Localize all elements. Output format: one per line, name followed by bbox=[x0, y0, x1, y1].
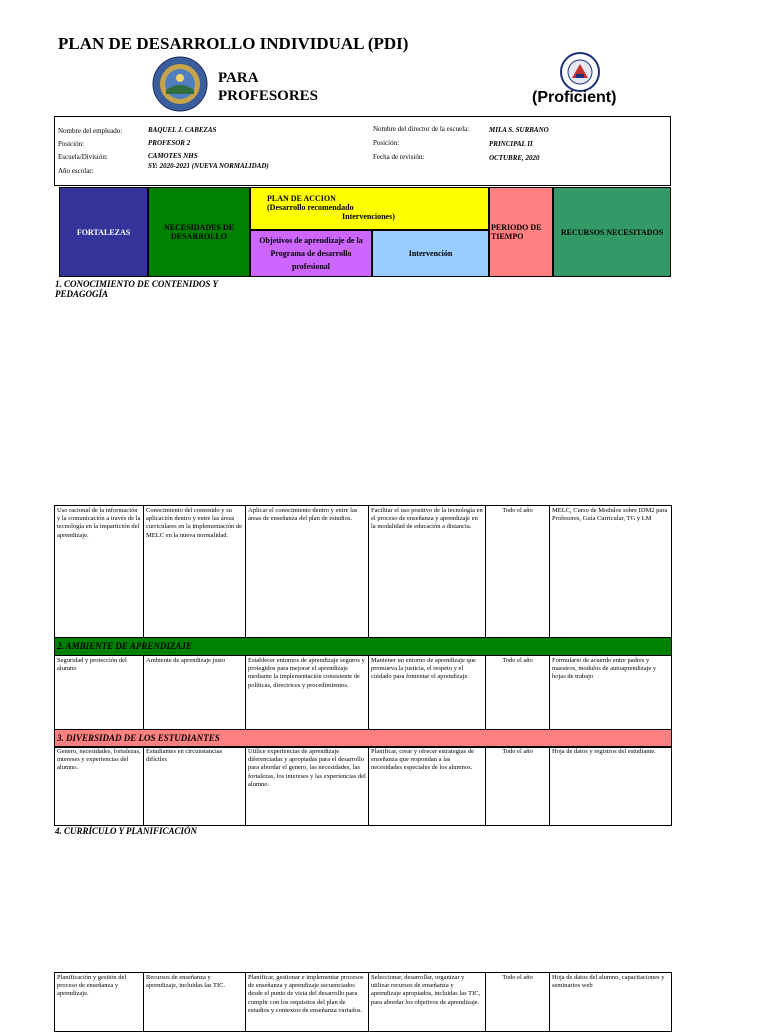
deped-logo bbox=[552, 52, 616, 92]
header-objetivos bbox=[250, 230, 372, 277]
school-value: CAMOTES NHS bbox=[148, 152, 198, 160]
r1-recursos: MELC, Curso de Modulos sobre IDM2 para Profesores, Guía Curricular, TG y LM bbox=[549, 505, 672, 638]
r3-necesidad: Estudiantes en circunstancias difíciles bbox=[143, 746, 246, 826]
deped-seal-icon bbox=[552, 52, 616, 92]
r2-intervencion: Mantener un entorno de aprendizaje que promueva la justicia, el respeto y el cuidado para fomentar el aprendizaje. bbox=[368, 655, 486, 733]
review-date-value: OCTUBRE, 2020 bbox=[489, 154, 540, 162]
r3-fortaleza: Genero, necesidades, fortalezas, intereses y experiencias del alumno. bbox=[54, 746, 144, 826]
director-position-label: Posición: bbox=[373, 139, 400, 147]
r2-periodo: Todo el año bbox=[485, 655, 550, 733]
position-value: PROFESOR 2 bbox=[148, 139, 191, 147]
subtitle-line-1: PARA bbox=[218, 70, 259, 86]
director-value: MILA S. SURBANO bbox=[489, 126, 549, 134]
r2-necesidad: Ambiente de aprendizaje justo bbox=[143, 655, 246, 733]
r1-fortaleza: Uso racional de la información y la comunicación a través de la tecnología en la impartición del aprendizaje. bbox=[54, 505, 144, 638]
plan-accion-title: PLAN DE ACCION bbox=[267, 194, 336, 203]
director-label: Nombre del director de la escuela: bbox=[373, 125, 470, 133]
r4-fortaleza: Planificación y gestión del proceso de enseñanza y aprendizaje. bbox=[54, 972, 144, 1032]
header-periodo-label: PERIODO DE TIEMPO bbox=[491, 223, 542, 241]
header-fortalezas-label: FORTALEZAS bbox=[76, 227, 131, 237]
school-logo bbox=[152, 56, 208, 112]
section-2-title: 2. AMBIENTE DE APRENDIZAJE bbox=[54, 637, 672, 656]
employee-label: Nombre del empleado: bbox=[58, 127, 123, 135]
section-4-title: 4. CURRÍCULO Y PLANIFICACIÓN bbox=[55, 826, 198, 836]
r4-periodo: Todo el año bbox=[485, 972, 550, 1032]
employee-info-box bbox=[54, 116, 671, 186]
r2-objetivo: Establecer entornos de aprendizaje seguros y protegidos para mejorar el aprendizaje mediante la implementación consistente de políticas, directrices y procedimientos. bbox=[245, 655, 369, 733]
header-recursos bbox=[553, 187, 671, 277]
school-year-value: SY: 2020-2021 (NUEVA NORMALIDAD) bbox=[148, 162, 269, 170]
r3-recursos: Hoja de datos y registros del estudiante. bbox=[549, 746, 672, 826]
r3-objetivo: Utilice experiencias de aprendizaje diferenciadas y apropiadas para el desarrollo para abordar el genero, las necesidades, las fortalezas, los intereses y las experiencias del alumno. bbox=[245, 746, 369, 826]
plan-accion-sub2: Intervenciones) bbox=[342, 212, 395, 221]
school-seal-icon bbox=[152, 56, 208, 112]
proficiency-level: (Proficient) bbox=[532, 89, 617, 106]
r4-necesidad: Recursos de enseñanza y aprendizaje, incluidas las TIC. bbox=[143, 972, 246, 1032]
school-year-label: Año escolar: bbox=[58, 167, 94, 175]
header-necesidades-label: NECESIDADES DE DESARROLLO bbox=[163, 223, 235, 241]
employee-value: RAQUEL J. CABEZAS bbox=[148, 126, 217, 134]
r1-periodo: Todo el año bbox=[485, 505, 550, 638]
header-necesidades bbox=[148, 187, 250, 277]
section-3-title: 3. DIVERSIDAD DE LOS ESTUDIANTES bbox=[54, 729, 672, 748]
document-title: PLAN DE DESARROLLO INDIVIDUAL (PDI) bbox=[58, 34, 409, 53]
r3-intervencion: Planificar, crear y ofrecer estrategias de enseñanza que respondan a las necesidades especiales de los alumnos. bbox=[368, 746, 486, 826]
subtitle-line-2: PROFESORES bbox=[218, 88, 319, 104]
r4-intervencion: Seleccionar, desarrollar, organizar y utilizar recursos de enseñanza y aprendizaje apropiados, incluidas las TIC, para abordar los objetivos de aprendizaje. bbox=[368, 972, 486, 1032]
header-recursos-label: RECURSOS NECESITADOS bbox=[560, 227, 664, 237]
review-date-label: Fecha de revisión: bbox=[373, 153, 425, 161]
header-objetivos-label: Objetivos de aprendizaje de la Programa de desarrollo profesional bbox=[259, 236, 363, 271]
r2-recursos: Formulario de acuerdo entre padres y maestros, modulos de autoaprendizaje y hojas de trabajo bbox=[549, 655, 672, 733]
r2-fortaleza: Seguridad y protección del alumno bbox=[54, 655, 144, 733]
r3-periodo: Todo el año bbox=[485, 746, 550, 826]
header-intervencion bbox=[372, 230, 489, 277]
r1-objetivo: Aplicar el conocimiento dentro y entre las áreas de enseñanza del plan de estudios. bbox=[245, 505, 369, 638]
director-position-value: PRINCIPAL II bbox=[489, 140, 533, 148]
position-label: Posición: bbox=[58, 140, 85, 148]
document-subtitle bbox=[218, 69, 318, 105]
r4-recursos: Hoja de datos del alumno, capacitaciones y seminarios web bbox=[549, 972, 672, 1032]
header-plan-accion bbox=[250, 187, 489, 230]
plan-accion-sub1: (Desarrollo recomendado bbox=[267, 203, 354, 212]
section-1-title: 1. CONOCIMIENTO DE CONTENIDOS Y PEDAGOGÍA bbox=[55, 279, 218, 299]
school-label: Escuela/División: bbox=[58, 153, 108, 161]
header-periodo bbox=[489, 187, 553, 277]
r1-intervencion: Facilitar el uso positivo de la tecnología en el proceso de enseñanza y aprendizaje en la modalidad de educación a distancia. bbox=[368, 505, 486, 638]
header-intervencion-label: Intervención bbox=[408, 249, 453, 258]
r1-necesidad: Conocimiento del contenido y su aplicación dentro y entre las áreas curriculares en la implementación de MELC en la nueva normalidad. bbox=[143, 505, 246, 638]
r4-objetivo: Planificar, gestionar e implementar procesos de enseñanza y aprendizaje secuenciados desde el punto de vista del desarrollo para cumplir con los requisitos del plan de estudios y contextos de enseñanza variados. bbox=[245, 972, 369, 1032]
header-fortalezas bbox=[59, 187, 148, 277]
